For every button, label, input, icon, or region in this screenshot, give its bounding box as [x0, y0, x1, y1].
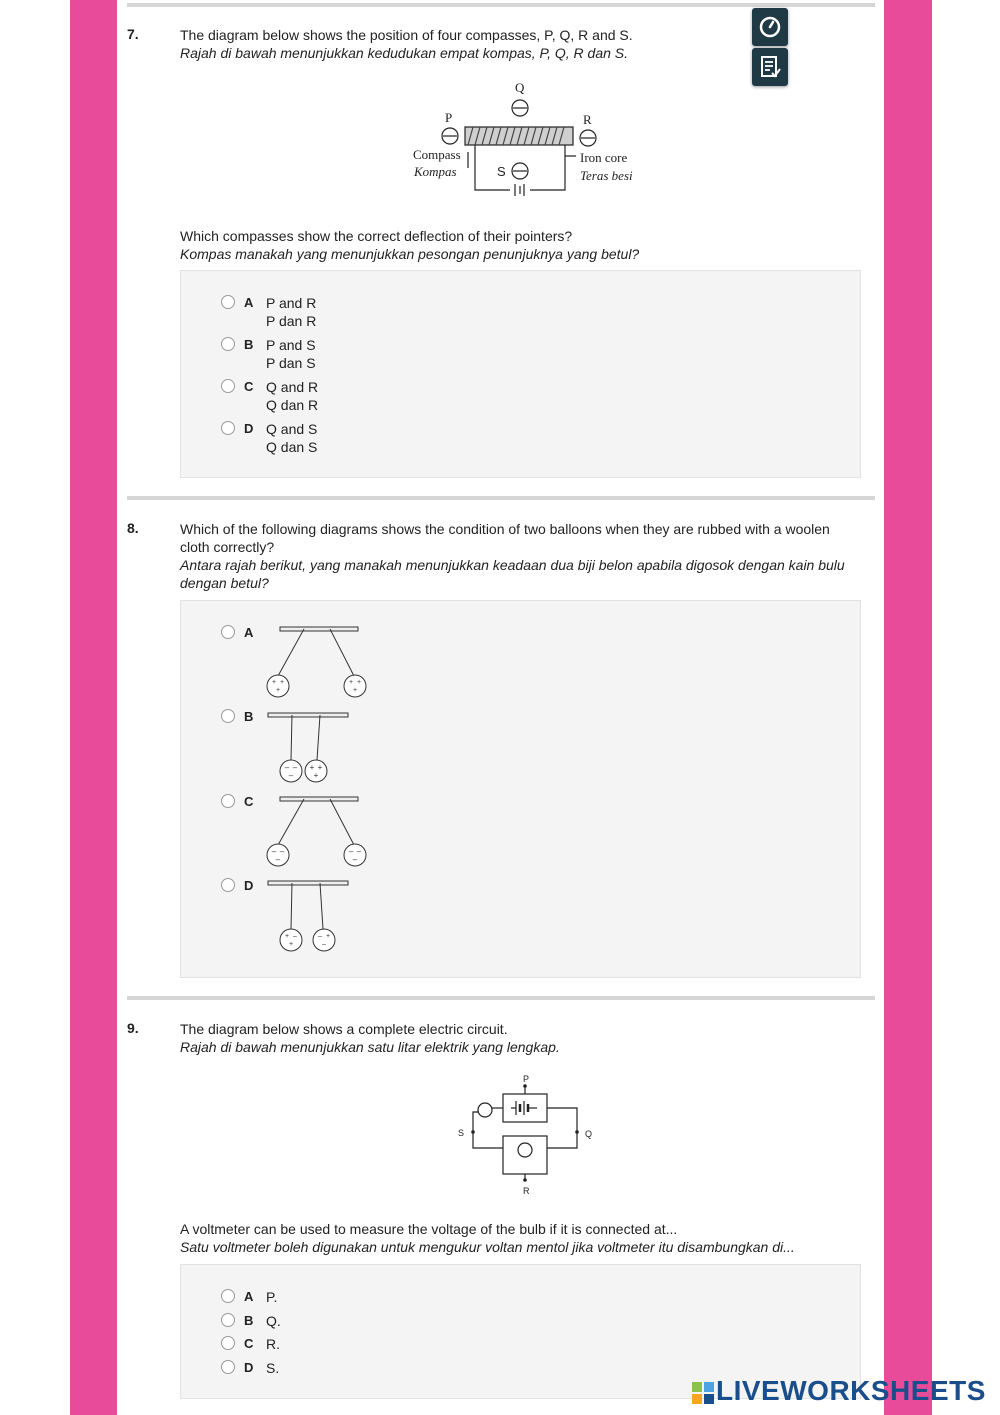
question-divider — [127, 996, 875, 1000]
circuit-label-p: P — [523, 1074, 530, 1084]
question-divider — [127, 3, 875, 7]
option-letter: C — [244, 379, 254, 394]
svg-text:–: – — [352, 855, 358, 864]
circuit-label-q: Q — [585, 1129, 593, 1139]
option-letter: C — [244, 794, 254, 809]
svg-text:–: – — [292, 763, 298, 772]
question-8-text — [180, 520, 860, 592]
option-text: S. — [266, 1360, 280, 1376]
svg-text:+: + — [313, 771, 319, 780]
diagram-label-p: P — [445, 110, 453, 125]
svg-text:+: + — [309, 763, 315, 772]
question-8-text-en: Which of the following diagrams shows the condition of two balloons when they are rubbed with a woolen cloth correctly? — [180, 521, 830, 555]
question-9-prompt — [180, 1220, 860, 1256]
svg-text:–: – — [322, 941, 326, 948]
option-letter: D — [244, 1360, 254, 1375]
question-7-prompt-ms: Kompas manakah yang menunjukkan pesongan penunjuknya yang betul? — [180, 246, 640, 262]
option-text — [266, 420, 317, 456]
question-9-prompt-ms: Satu voltmeter boleh digunakan untuk mengukur voltan mentol jika voltmeter itu disambungkan di... — [180, 1239, 795, 1255]
svg-text:+: + — [275, 687, 281, 694]
balloon-diagram-d — [262, 873, 362, 957]
svg-text:–: – — [275, 855, 281, 864]
radio-button[interactable] — [221, 625, 235, 639]
radio-button[interactable] — [221, 1313, 235, 1327]
question-9-number: 9. — [127, 1020, 139, 1036]
svg-text:+: + — [317, 763, 323, 772]
question-8-number: 8. — [127, 520, 139, 536]
diagram-label-r: R — [583, 112, 592, 127]
question-divider — [127, 496, 875, 500]
radio-button[interactable] — [221, 1360, 235, 1374]
circuit-label-s: S — [458, 1128, 465, 1138]
radio-button[interactable] — [221, 878, 235, 892]
liveworksheets-logo-icon — [692, 1382, 714, 1404]
option-text — [266, 378, 318, 414]
diagram-label-core-en: Iron core — [580, 150, 628, 165]
diagram-label-compass-en: Compass — [413, 147, 461, 162]
option-text-en: Q and R — [266, 379, 319, 395]
option-text: P. — [266, 1289, 278, 1305]
right-pink-border — [884, 0, 932, 1415]
option-letter: C — [244, 1336, 254, 1351]
diagram-label-q: Q — [515, 80, 525, 95]
balloon-diagram-c — [262, 789, 372, 871]
radio-button[interactable] — [221, 1289, 235, 1303]
option-text-ms: Q dan R — [266, 397, 319, 413]
option-text: Q. — [266, 1313, 281, 1329]
option-text-ms: P dan R — [266, 313, 317, 329]
option-letter: B — [244, 337, 254, 352]
svg-text:+: + — [325, 933, 331, 940]
svg-text:+: + — [352, 687, 358, 694]
question-7-number: 7. — [127, 26, 139, 42]
radio-button[interactable] — [221, 421, 235, 435]
radio-button[interactable] — [221, 337, 235, 351]
option-text-ms: P dan S — [266, 355, 316, 371]
option-letter: A — [244, 1289, 254, 1304]
right-margin — [932, 0, 1000, 1415]
option-letter: B — [244, 709, 254, 724]
timer-button[interactable] — [752, 8, 788, 46]
diagram-label-s: S — [497, 164, 506, 179]
option-text-en: P and S — [266, 337, 316, 353]
option-text — [266, 336, 316, 372]
option-letter: D — [244, 878, 254, 893]
radio-button[interactable] — [221, 709, 235, 723]
left-margin — [0, 0, 70, 1415]
option-letter: D — [244, 421, 254, 436]
radio-button[interactable] — [221, 379, 235, 393]
question-7-text-en: The diagram below shows the position of four compasses, P, Q, R and S. — [180, 27, 633, 43]
balloon-diagram-a — [262, 620, 372, 702]
option-text-en: Q and S — [266, 421, 318, 437]
timer-icon — [752, 8, 788, 46]
svg-text:+: + — [348, 679, 354, 686]
radio-button[interactable] — [221, 1336, 235, 1350]
brand-name: LIVEWORKSHEETS — [716, 1375, 986, 1406]
svg-text:–: – — [318, 933, 322, 940]
question-9-prompt-en: A voltmeter can be used to measure the voltage of the bulb if it is connected at... — [180, 1221, 678, 1237]
svg-text:–: – — [348, 847, 354, 856]
option-text: R. — [266, 1336, 280, 1352]
compass-diagram — [410, 80, 650, 205]
question-9-text-en: The diagram below shows a complete electric circuit. — [180, 1021, 508, 1037]
question-7-text-ms: Rajah di bawah menunjukkan kedudukan empat kompas, P, Q, R dan S. — [180, 45, 629, 61]
circuit-label-r: R — [523, 1186, 530, 1196]
question-7-prompt — [180, 227, 860, 263]
svg-text:–: – — [279, 847, 285, 856]
question-7-prompt-en: Which compasses show the correct deflection of their pointers? — [180, 228, 573, 244]
svg-text:–: – — [271, 847, 277, 856]
diagram-label-compass-ms: Kompas — [414, 164, 457, 179]
svg-text:+: + — [279, 679, 285, 686]
option-text-ms: Q dan S — [266, 439, 318, 455]
radio-button[interactable] — [221, 295, 235, 309]
checklist-button[interactable] — [752, 48, 788, 86]
circuit-diagram — [455, 1070, 605, 1200]
diagram-label-core-ms: Teras besi — [580, 168, 633, 183]
svg-text:–: – — [356, 847, 362, 856]
question-8-text-ms: Antara rajah berikut, yang manakah menunjukkan keadaan dua biji belon apabila digosok dengan kain bulu dengan betul? — [180, 557, 845, 591]
svg-text:–: – — [293, 933, 297, 940]
svg-text:–: – — [284, 763, 290, 772]
checklist-icon — [752, 48, 788, 86]
svg-text:+: + — [271, 679, 277, 686]
svg-text:+: + — [288, 941, 294, 948]
svg-text:–: – — [288, 771, 294, 780]
option-letter: A — [244, 295, 254, 310]
option-letter: A — [244, 625, 254, 640]
balloon-diagram-b — [262, 704, 362, 788]
svg-text:+: + — [356, 679, 362, 686]
radio-button[interactable] — [221, 794, 235, 808]
left-pink-border — [70, 0, 117, 1415]
svg-text:+: + — [284, 933, 290, 940]
option-text — [266, 294, 316, 330]
question-9-text — [180, 1020, 860, 1056]
option-letter: B — [244, 1313, 254, 1328]
question-9-text-ms: Rajah di bawah menunjukkan satu litar elektrik yang lengkap. — [180, 1039, 560, 1055]
option-text-en: P and R — [266, 295, 317, 311]
liveworksheets-logo — [692, 1375, 986, 1407]
